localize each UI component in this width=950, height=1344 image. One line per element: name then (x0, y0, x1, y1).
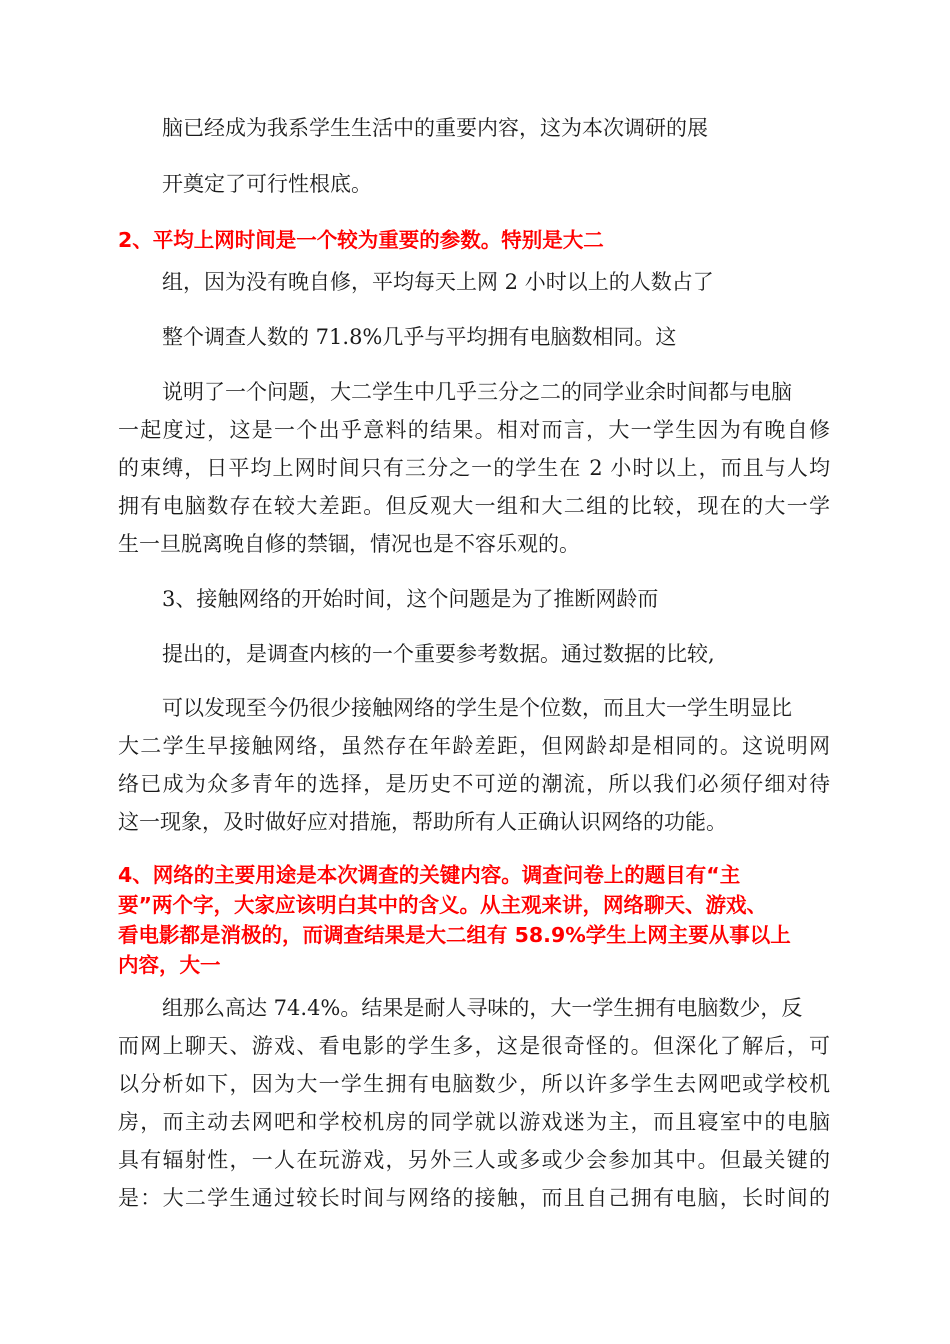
section-heading: 内容，大一 (118, 953, 221, 977)
section-heading: 2、平均上网时间是一个较为重要的参数。特别是大二 (118, 228, 604, 252)
text-line: 具有辐射性，一人在玩游戏，另外三人或多或少会参加其中。但最关键的 (118, 1148, 830, 1172)
text-line: 生一旦脱离晚自修的禁锢，情况也是不容乐观的。 (118, 532, 580, 556)
text-line: 3、接触网络的开始时间，这个问题是为了推断网龄而 (162, 587, 659, 611)
text-line: 组，因为没有晚自修，平均每天上网 2 小时以上的人数占了 (162, 270, 714, 294)
text-line: 整个调查人数的 71.8%几乎与平均拥有电脑数相同。这 (162, 325, 677, 349)
text-line: 这一现象，及时做好应对措施，帮助所有人正确认识网络的功能。 (118, 810, 727, 834)
text-line: 说明了一个问题，大二学生中几乎三分之二的同学业余时间都与电脑 (162, 380, 792, 404)
text-line: 络已成为众多青年的选择，是历史不可逆的潮流，所以我们必须仔细对待 (118, 772, 830, 796)
text-line: 一起度过，这是一个出乎意料的结果。相对而言，大一学生因为有晚自修 (118, 418, 830, 442)
text-line: 以分析如下，因为大一学生拥有电脑数少，所以许多学生去网吧或学校机 (118, 1072, 830, 1096)
text-line: 是：大二学生通过较长时间与网络的接触，而且自己拥有电脑，长时间的 (118, 1186, 830, 1210)
text-line: 拥有电脑数存在较大差距。但反观大一组和大二组的比较，现在的大一学 (118, 494, 830, 518)
text-line: 开奠定了可行性根底。 (162, 172, 372, 196)
section-heading: 4、网络的主要用途是本次调查的关键内容。调查问卷上的题目有“主 (118, 863, 741, 887)
section-heading: 要”两个字，大家应该明白其中的含义。从主观来讲，网络聊天、游戏、 (118, 893, 767, 917)
text-line: 房，而主动去网吧和学校机房的同学就以游戏迷为主，而且寝室中的电脑 (118, 1110, 830, 1134)
text-line: 提出的，是调查内核的一个重要参考数据。通过数据的比较, (162, 642, 715, 666)
text-line: 大二学生早接触网络，虽然存在年龄差距，但网龄却是相同的。这说明网 (118, 734, 830, 758)
text-line: 脑已经成为我系学生生活中的重要内容，这为本次调研的展 (162, 116, 708, 140)
text-line: 而网上聊天、游戏、看电影的学生多，这是很奇怪的。但深化了解后，可 (118, 1034, 830, 1058)
text-line: 组那么高达 74.4%。结果是耐人寻味的，大一学生拥有电脑数少，反 (162, 996, 803, 1020)
section-heading: 看电影都是消极的，而调查结果是大二组有 58.9%学生上网主要从事以上 (118, 923, 791, 947)
text-line: 的束缚，日平均上网时间只有三分之一的学生在 2 小时以上，而且与人均 (118, 456, 830, 480)
text-line: 可以发现至今仍很少接触网络的学生是个位数，而且大一学生明显比 (162, 696, 792, 720)
